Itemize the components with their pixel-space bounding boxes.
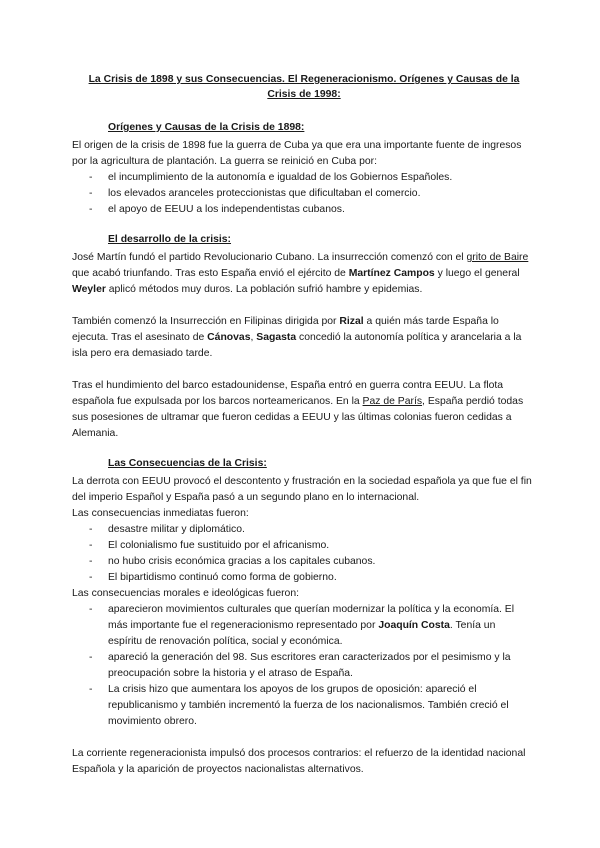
- text-run: , España perdió todas sus posesiones de ultramar que fueron cedidas a EEUU y las últimas colonias fueron cedidas a Alemania.: [72, 396, 524, 439]
- text-run: aplicó métodos muy duros. La población sufrió hambre y epidemias.: [105, 284, 423, 295]
- document-title: La Crisis de 1898 y sus Consecuencias. El Regeneracionismo. Orígenes y Causas de la Crisis de 1998:: [88, 74, 520, 100]
- bold-name: Cánovas: [207, 332, 251, 343]
- bold-name: Sagasta: [256, 332, 297, 343]
- immediate-consequences-list: [72, 522, 532, 586]
- list-item-text: el apoyo de EEUU a los independentistas cubanos.: [108, 204, 345, 215]
- list-item: [72, 170, 532, 186]
- closing-paragraph: La corriente regeneracionista impulsó dos procesos contrarios: el refuerzo de la identidad nacional Española y la aparición de proyectos nacionalistas alternativos.: [72, 748, 526, 775]
- origins-list: [72, 170, 532, 218]
- dash-marker: -: [89, 172, 93, 183]
- text-run: aparecieron movimientos culturales que querían modernizar la política y la economía. El más importante fue el regeneracionismo representado por: [108, 604, 515, 631]
- section-heading-origins: Orígenes y Causas de la Crisis de 1898:: [108, 122, 305, 133]
- immediate-consequences-label: Las consecuencias inmediatas fueron:: [72, 508, 249, 519]
- bold-name: Rizal: [339, 316, 364, 327]
- list-item: [72, 682, 532, 730]
- list-item-text: La crisis hizo que aumentara los apoyos de los grupos de oposición: apareció el republicanismo y también incrementó la fuerza de los nacionalismos. También creció el movimiento obrero.: [108, 684, 509, 727]
- bold-name: Weyler: [72, 284, 106, 295]
- list-item-text: el incumplimiento de la autonomía e igualdad de los Gobiernos Españoles.: [108, 172, 453, 183]
- section-heading-development: El desarrollo de la crisis:: [108, 234, 232, 245]
- document-body: [72, 72, 532, 778]
- text-run: José Martín fundó el partido Revolucionario Cubano. La insurrección comenzó con el: [72, 252, 467, 263]
- dash-marker: -: [89, 524, 93, 535]
- list-item: [72, 554, 532, 570]
- list-item: [72, 186, 532, 202]
- section-heading-consequences: Las Consecuencias de la Crisis:: [108, 458, 267, 469]
- list-item-text: El bipartidismo continuó como forma de gobierno.: [108, 572, 337, 583]
- dash-marker: -: [89, 572, 93, 583]
- list-item-text: no hubo crisis económica gracias a los capitales cubanos.: [108, 556, 376, 567]
- list-item-text: apareció la generación del 98. Sus escritores eran caracterizados por el pesimismo y la preocupación sobre la historia y el atraso de España.: [108, 652, 511, 679]
- development-paragraph-3: [72, 378, 532, 442]
- dash-marker: -: [89, 540, 93, 551]
- dash-marker: -: [89, 652, 93, 663]
- origins-intro: El origen de la crisis de 1898 fue la guerra de Cuba ya que era una importante fuente de ingresos por la agricultura de plantación. La guerra se reinició en Cuba por:: [72, 140, 522, 167]
- list-item-text: los elevados aranceles proteccionistas que dificultaban el comercio.: [108, 188, 421, 199]
- list-item: [72, 522, 532, 538]
- text-run: a quién más tarde España lo ejecuta. Tras el asesinato de: [72, 316, 499, 343]
- dash-marker: -: [89, 604, 93, 615]
- dash-marker: -: [89, 204, 93, 215]
- moral-consequences-list: [72, 602, 532, 730]
- moral-consequences-label: Las consecuencias morales e ideológicas fueron:: [72, 588, 299, 599]
- dash-marker: -: [89, 188, 93, 199]
- text-run: que acabó triunfando. Tras esto España envió el ejército de: [72, 268, 349, 279]
- text-run: . Tenía un espíritu de renovación política, social y económica.: [108, 620, 496, 647]
- bold-name: Joaquín Costa: [378, 620, 450, 631]
- development-paragraph-2: [72, 314, 532, 362]
- text-run: concedió la autonomía política y arancelaria a la isla pero era demasiado tarde.: [72, 332, 522, 359]
- grito-de-baire-link[interactable]: grito de Baire: [466, 252, 529, 263]
- list-item: [72, 650, 532, 682]
- list-item: [72, 202, 532, 218]
- bold-name: Martínez Campos: [348, 268, 435, 279]
- list-item-text: El colonialismo fue sustituido por el africanismo.: [108, 540, 330, 551]
- dash-marker: -: [89, 556, 93, 567]
- paz-de-paris-link[interactable]: Paz de París: [362, 396, 423, 407]
- text-run: ,: [250, 332, 257, 343]
- text-run: También comenzó la Insurrección en Filipinas dirigida por: [72, 316, 340, 327]
- list-item: [72, 538, 532, 554]
- text-run: Tras el hundimiento del barco estadounidense, España entró en guerra contra EEUU. La flota española fue expulsada por los barcos norteamericanos. En la: [72, 380, 504, 407]
- development-paragraph-1: [72, 250, 532, 298]
- list-item: [72, 570, 532, 586]
- text-run: y luego el general: [434, 268, 520, 279]
- list-item: [72, 602, 532, 650]
- consequences-intro: La derrota con EEUU provocó el descontento y frustración en la sociedad española ya que fue el fin del imperio Español y España pasó a un segundo plano en lo internacional.: [72, 476, 532, 503]
- dash-marker: -: [89, 684, 93, 695]
- list-item-text: desastre militar y diplomático.: [108, 524, 245, 535]
